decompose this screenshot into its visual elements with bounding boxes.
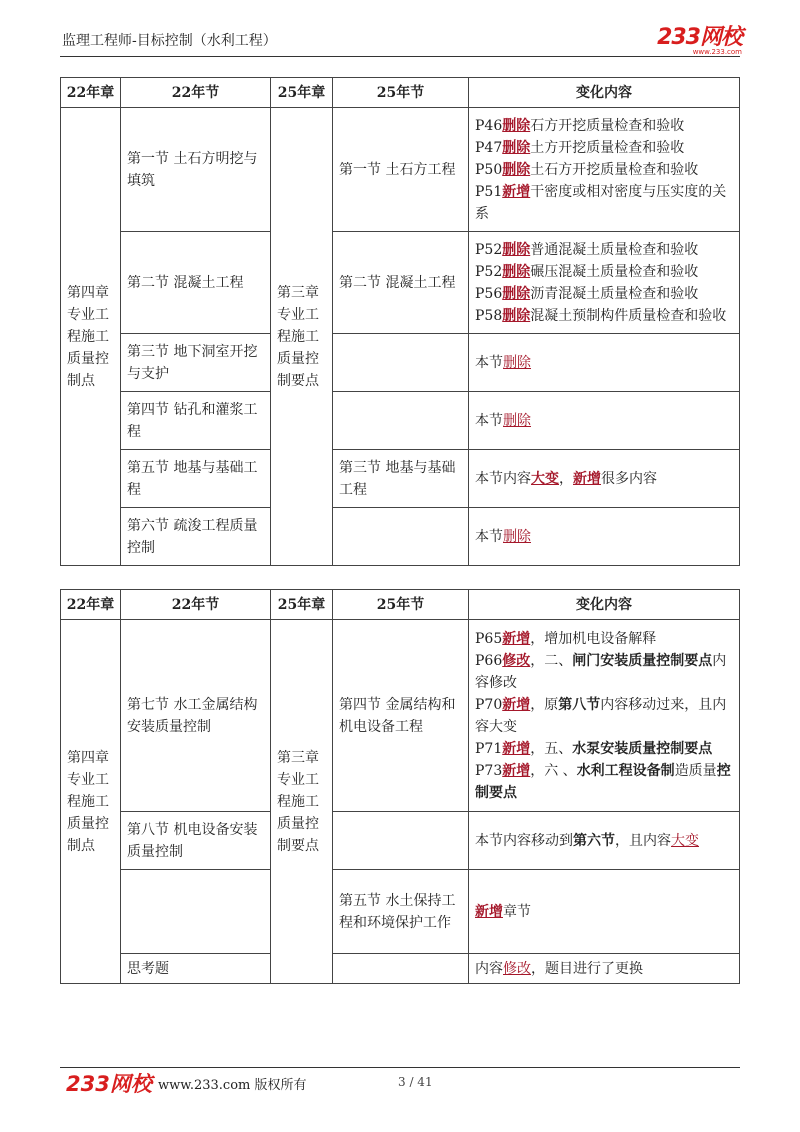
change-line: P65新增，增加机电设备解释 xyxy=(475,630,657,647)
table-row xyxy=(61,508,740,566)
section-22: 第六节 疏浚工程质量控制 xyxy=(121,508,271,566)
section-22: 第五节 地基与基础工程 xyxy=(121,450,271,508)
section-25-empty xyxy=(333,508,469,566)
change-line: P56删除沥青混凝土质量检查和验收 xyxy=(475,285,699,302)
change-line: P71新增，五、水泵安装质量控制要点 xyxy=(475,740,713,757)
change-line: P70新增，原第八节内容移动过来，且内容大变 xyxy=(475,696,727,735)
changes-table-1 xyxy=(60,77,740,566)
change-line: P66修改，二、闸门安装质量控制要点内容修改 xyxy=(475,652,727,691)
col-header: 22年节 xyxy=(121,78,271,108)
table-row xyxy=(61,334,740,392)
section-22: 第二节 混凝土工程 xyxy=(121,232,271,334)
section-25-empty xyxy=(333,812,469,870)
col-header: 25年章 xyxy=(271,590,333,620)
chapter-25: 第三章专业工程施工质量控制要点 xyxy=(271,620,333,984)
doc-title: 监理工程师-目标控制（水利工程） xyxy=(62,33,277,49)
section-22: 第八节 机电设备安装质量控制 xyxy=(121,812,271,870)
change-content: 本节删除 xyxy=(469,508,740,566)
table-row xyxy=(61,108,740,232)
brand-logo[interactable] xyxy=(657,20,742,56)
col-header: 22年章 xyxy=(61,78,121,108)
change-line: P51新增干密度或相对密度与压实度的关系 xyxy=(475,183,727,222)
section-25: 第五节 水土保持工程和环境保护工作 xyxy=(333,870,469,954)
section-25: 第一节 土石方工程 xyxy=(333,108,469,232)
section-25: 第二节 混凝土工程 xyxy=(333,232,469,334)
col-header: 22年章 xyxy=(61,590,121,620)
change-content xyxy=(469,232,740,334)
change-line: P52删除普通混凝土质量检查和验收 xyxy=(475,241,699,258)
footer-site: www.233.com 版权所有 xyxy=(158,1078,307,1093)
col-header: 25年节 xyxy=(333,590,469,620)
change-content: 本节内容移动到第六节，且内容大变 xyxy=(469,812,740,870)
page-number: 3 / 41 xyxy=(398,1075,433,1089)
section-22: 思考题 xyxy=(121,954,271,984)
change-content: 本节内容大变，新增很多内容 xyxy=(469,450,740,508)
change-content: 本节删除 xyxy=(469,334,740,392)
change-content: 新增章节 xyxy=(469,870,740,954)
table-header-row xyxy=(61,590,740,620)
col-header: 22年节 xyxy=(121,590,271,620)
table-row xyxy=(61,232,740,334)
table-header-row xyxy=(61,78,740,108)
table-row xyxy=(61,954,740,984)
table-row xyxy=(61,392,740,450)
section-22: 第四节 钻孔和灌浆工程 xyxy=(121,392,271,450)
change-line: P46删除石方开挖质量检查和验收 xyxy=(475,117,685,134)
change-content: 本节删除 xyxy=(469,392,740,450)
col-header: 25年节 xyxy=(333,78,469,108)
col-header: 25年章 xyxy=(271,78,333,108)
logo-text: 233网校 xyxy=(657,25,742,50)
table-row xyxy=(61,870,740,954)
col-header: 变化内容 xyxy=(469,78,740,108)
chapter-22: 第四章专业工程施工质量控制点 xyxy=(61,620,121,984)
change-line: P58删除混凝土预制构件质量检查和验收 xyxy=(475,307,727,324)
section-25-empty xyxy=(333,334,469,392)
change-line: P52删除碾压混凝土质量检查和验收 xyxy=(475,263,699,280)
table-row xyxy=(61,620,740,812)
table-row xyxy=(61,812,740,870)
change-line: P50删除土石方开挖质量检查和验收 xyxy=(475,161,699,178)
section-22-empty xyxy=(121,870,271,954)
change-line: P73新增，六 、水利工程设备制造质量控制要点 xyxy=(475,762,731,801)
change-line: P47删除土方开挖质量检查和验收 xyxy=(475,139,685,156)
section-25-empty xyxy=(333,392,469,450)
section-22: 第七节 水工金属结构安装质量控制 xyxy=(121,620,271,812)
section-25-empty xyxy=(333,954,469,984)
table-row xyxy=(61,450,740,508)
section-22: 第三节 地下洞室开挖与支护 xyxy=(121,334,271,392)
logo-url: www.233.com xyxy=(692,48,742,56)
footer-logo[interactable]: 233网校 xyxy=(66,1072,152,1096)
change-content: 内容修改，题目进行了更换 xyxy=(469,954,740,984)
chapter-25: 第三章专业工程施工质量控制要点 xyxy=(271,108,333,566)
section-25: 第四节 金属结构和机电设备工程 xyxy=(333,620,469,812)
header-divider xyxy=(60,56,740,57)
change-content xyxy=(469,108,740,232)
changes-table-2 xyxy=(60,589,740,984)
section-25: 第三节 地基与基础工程 xyxy=(333,450,469,508)
section-22: 第一节 土石方明挖与填筑 xyxy=(121,108,271,232)
chapter-22: 第四章专业工程施工质量控制点 xyxy=(61,108,121,566)
footer-divider xyxy=(60,1067,740,1068)
col-header: 变化内容 xyxy=(469,590,740,620)
change-content xyxy=(469,620,740,812)
